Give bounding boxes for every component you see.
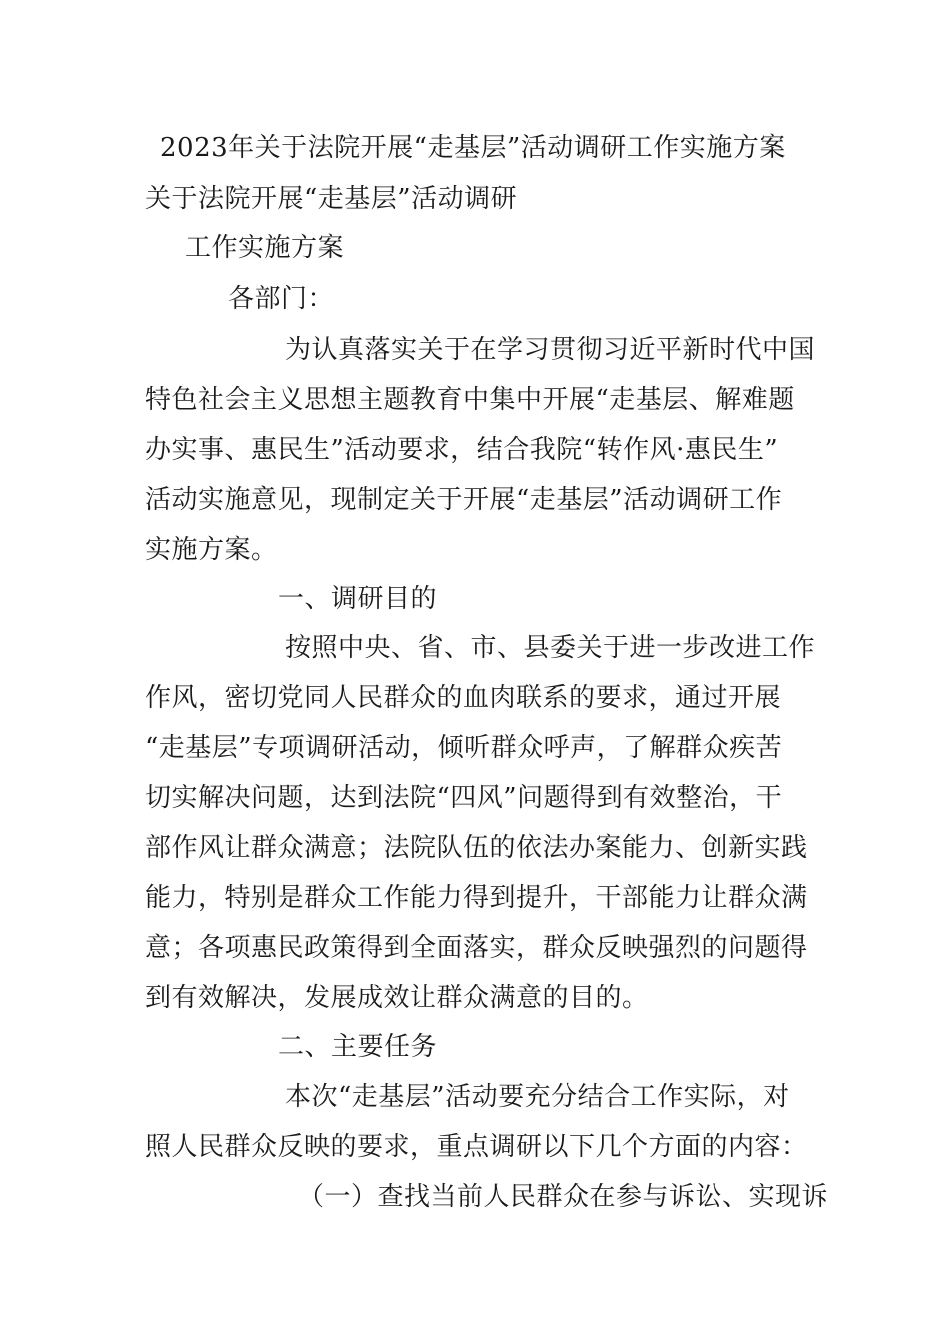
paragraph-line: 特色社会主义思想主题教育中集中开展“走基层、解难题 bbox=[145, 385, 795, 415]
section-heading-2: 二、主要任务 bbox=[278, 1032, 438, 1062]
paragraph-line: 切实解决问题，达到法院“四风”问题得到有效整治，干 bbox=[145, 783, 783, 813]
list-item-1: （一）查找当前人民群众在参与诉讼、实现诉 bbox=[298, 1182, 829, 1212]
salutation: 各部门： bbox=[228, 284, 335, 314]
document-subtitle-line-1: 关于法院开展“走基层”活动调研 bbox=[145, 184, 518, 214]
paragraph-line: 为认真落实关于在学习贯彻习近平新时代中国 bbox=[285, 335, 816, 365]
paragraph-line: 照人民群众反映的要求，重点调研以下几个方面的内容： bbox=[145, 1132, 808, 1162]
section-heading-1: 一、调研目的 bbox=[278, 584, 438, 614]
paragraph-line: 能力，特别是群众工作能力得到提升，干部能力让群众满 bbox=[145, 883, 808, 913]
paragraph-line: 本次“走基层”活动要充分结合工作实际，对 bbox=[285, 1082, 790, 1112]
paragraph-line: 意；各项惠民政策得到全面落实，群众反映强烈的问题得 bbox=[145, 933, 808, 963]
paragraph-line: “走基层”专项调研活动，倾听群众呼声，了解群众疾苦 bbox=[145, 733, 783, 763]
paragraph-line: 作风，密切党同人民群众的血肉联系的要求，通过开展 bbox=[145, 683, 782, 713]
paragraph-line: 部作风让群众满意；法院队伍的依法办案能力、创新实践 bbox=[145, 833, 808, 863]
paragraph-line: 办实事、惠民生”活动要求，结合我院“转作风·惠民生” bbox=[145, 435, 779, 465]
paragraph-line: 到有效解决，发展成效让群众满意的目的。 bbox=[145, 983, 649, 1013]
document-title: 2023年关于法院开展“走基层”活动调研工作实施方案 bbox=[160, 133, 786, 163]
paragraph-line: 活动实施意见，现制定关于开展“走基层”活动调研工作 bbox=[145, 485, 783, 515]
paragraph-line: 按照中央、省、市、县委关于进一步改进工作 bbox=[285, 633, 816, 663]
document-subtitle-line-2: 工作实施方案 bbox=[185, 233, 345, 263]
paragraph-line: 实施方案。 bbox=[145, 535, 278, 565]
